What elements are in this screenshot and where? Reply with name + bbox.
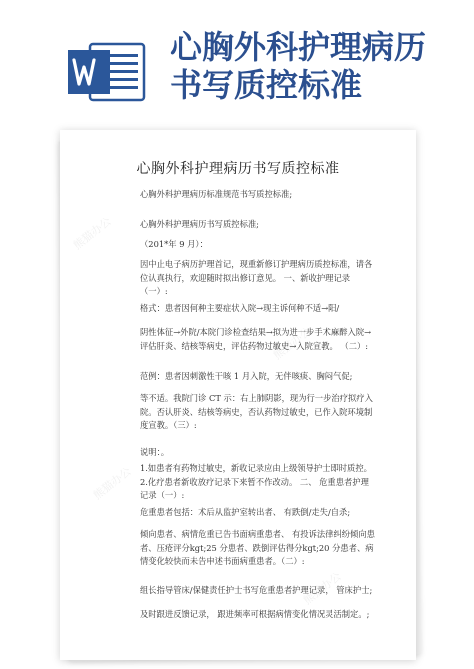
paragraph: （201*年 9 月）： bbox=[140, 239, 208, 249]
paragraph: 组长指导管床/保健责任护士书写危重患者护理记录， 管床护士; bbox=[140, 585, 373, 595]
banner-title-line2: 书写质控标准 bbox=[170, 66, 363, 104]
paragraph: 说明：。 bbox=[140, 447, 170, 457]
watermark: 熊猫办公 bbox=[270, 324, 314, 363]
paragraph: 因中止电子病历护理首记，现重新修订护理病历质控标准，请各位认真执行，欢迎随时拟出修订意见。 一、新收护理记录（一）: bbox=[140, 259, 373, 296]
paragraph: 1.如患者有药物过敏史，新收记录应由上级领导护士即时质控。 2.化疗患者新收放疗记录下来暂不作改动。 二、 危重患者护理记录（一）: bbox=[140, 463, 372, 500]
word-icon bbox=[64, 40, 146, 104]
watermark: 熊猫办公 bbox=[70, 214, 114, 253]
paragraph: 危重患者包括：术后从监护室转出者、 有跌倒/走失/自杀; bbox=[140, 507, 351, 517]
document-title: 心胸外科护理病历书写质控标准 bbox=[136, 161, 340, 177]
banner bbox=[0, 0, 474, 120]
paragraph: 阴性体征→外院/本院门诊检查结果→拟为进一步手术麻醉入院→评估肝炎、结核等病史，评估药物过敏史→入院宣教。 （二）: bbox=[140, 327, 372, 351]
paragraph: 范例：患者因刺激性干咳 1 月入院，无伴咳痰、胸闷气促; bbox=[140, 371, 353, 381]
banner-title bbox=[170, 28, 470, 104]
paragraph: 心胸外科护理病历书写质控标准; bbox=[140, 219, 259, 229]
paragraph: 格式：患者因何种主要症状入院→现主诉何种不适→阳/ bbox=[140, 303, 340, 313]
document-page bbox=[60, 130, 416, 660]
paragraph: 倾向患者、病情危重已告书面病重患者、 有投诉法律纠纷倾向患者、压疮评分kgt;25 分患者、跌倒评估得分kgt;20 分患者、病情变化较快而未告申述书面病重患者。（二）: bbox=[140, 529, 375, 566]
watermark: 熊猫办公 bbox=[90, 464, 134, 503]
banner-title-line1: 心胸外科护理病历 bbox=[170, 28, 427, 66]
paragraph: 等不适。我院门诊 CT 示：右上肺阴影，现为行一步治疗拟疗入院。否认肝炎、结核等病史，否认药物过敏史，已作入院环境制度宣教。（三）: bbox=[140, 393, 373, 430]
watermark: 熊猫办公 bbox=[300, 569, 344, 608]
paragraph: 及时跟进反馈记录， 跟进频率可根据病情变化情况灵活制定。; bbox=[140, 609, 370, 619]
paragraph: 心胸外科护理病历标准规范书写质控标准; bbox=[140, 189, 293, 199]
